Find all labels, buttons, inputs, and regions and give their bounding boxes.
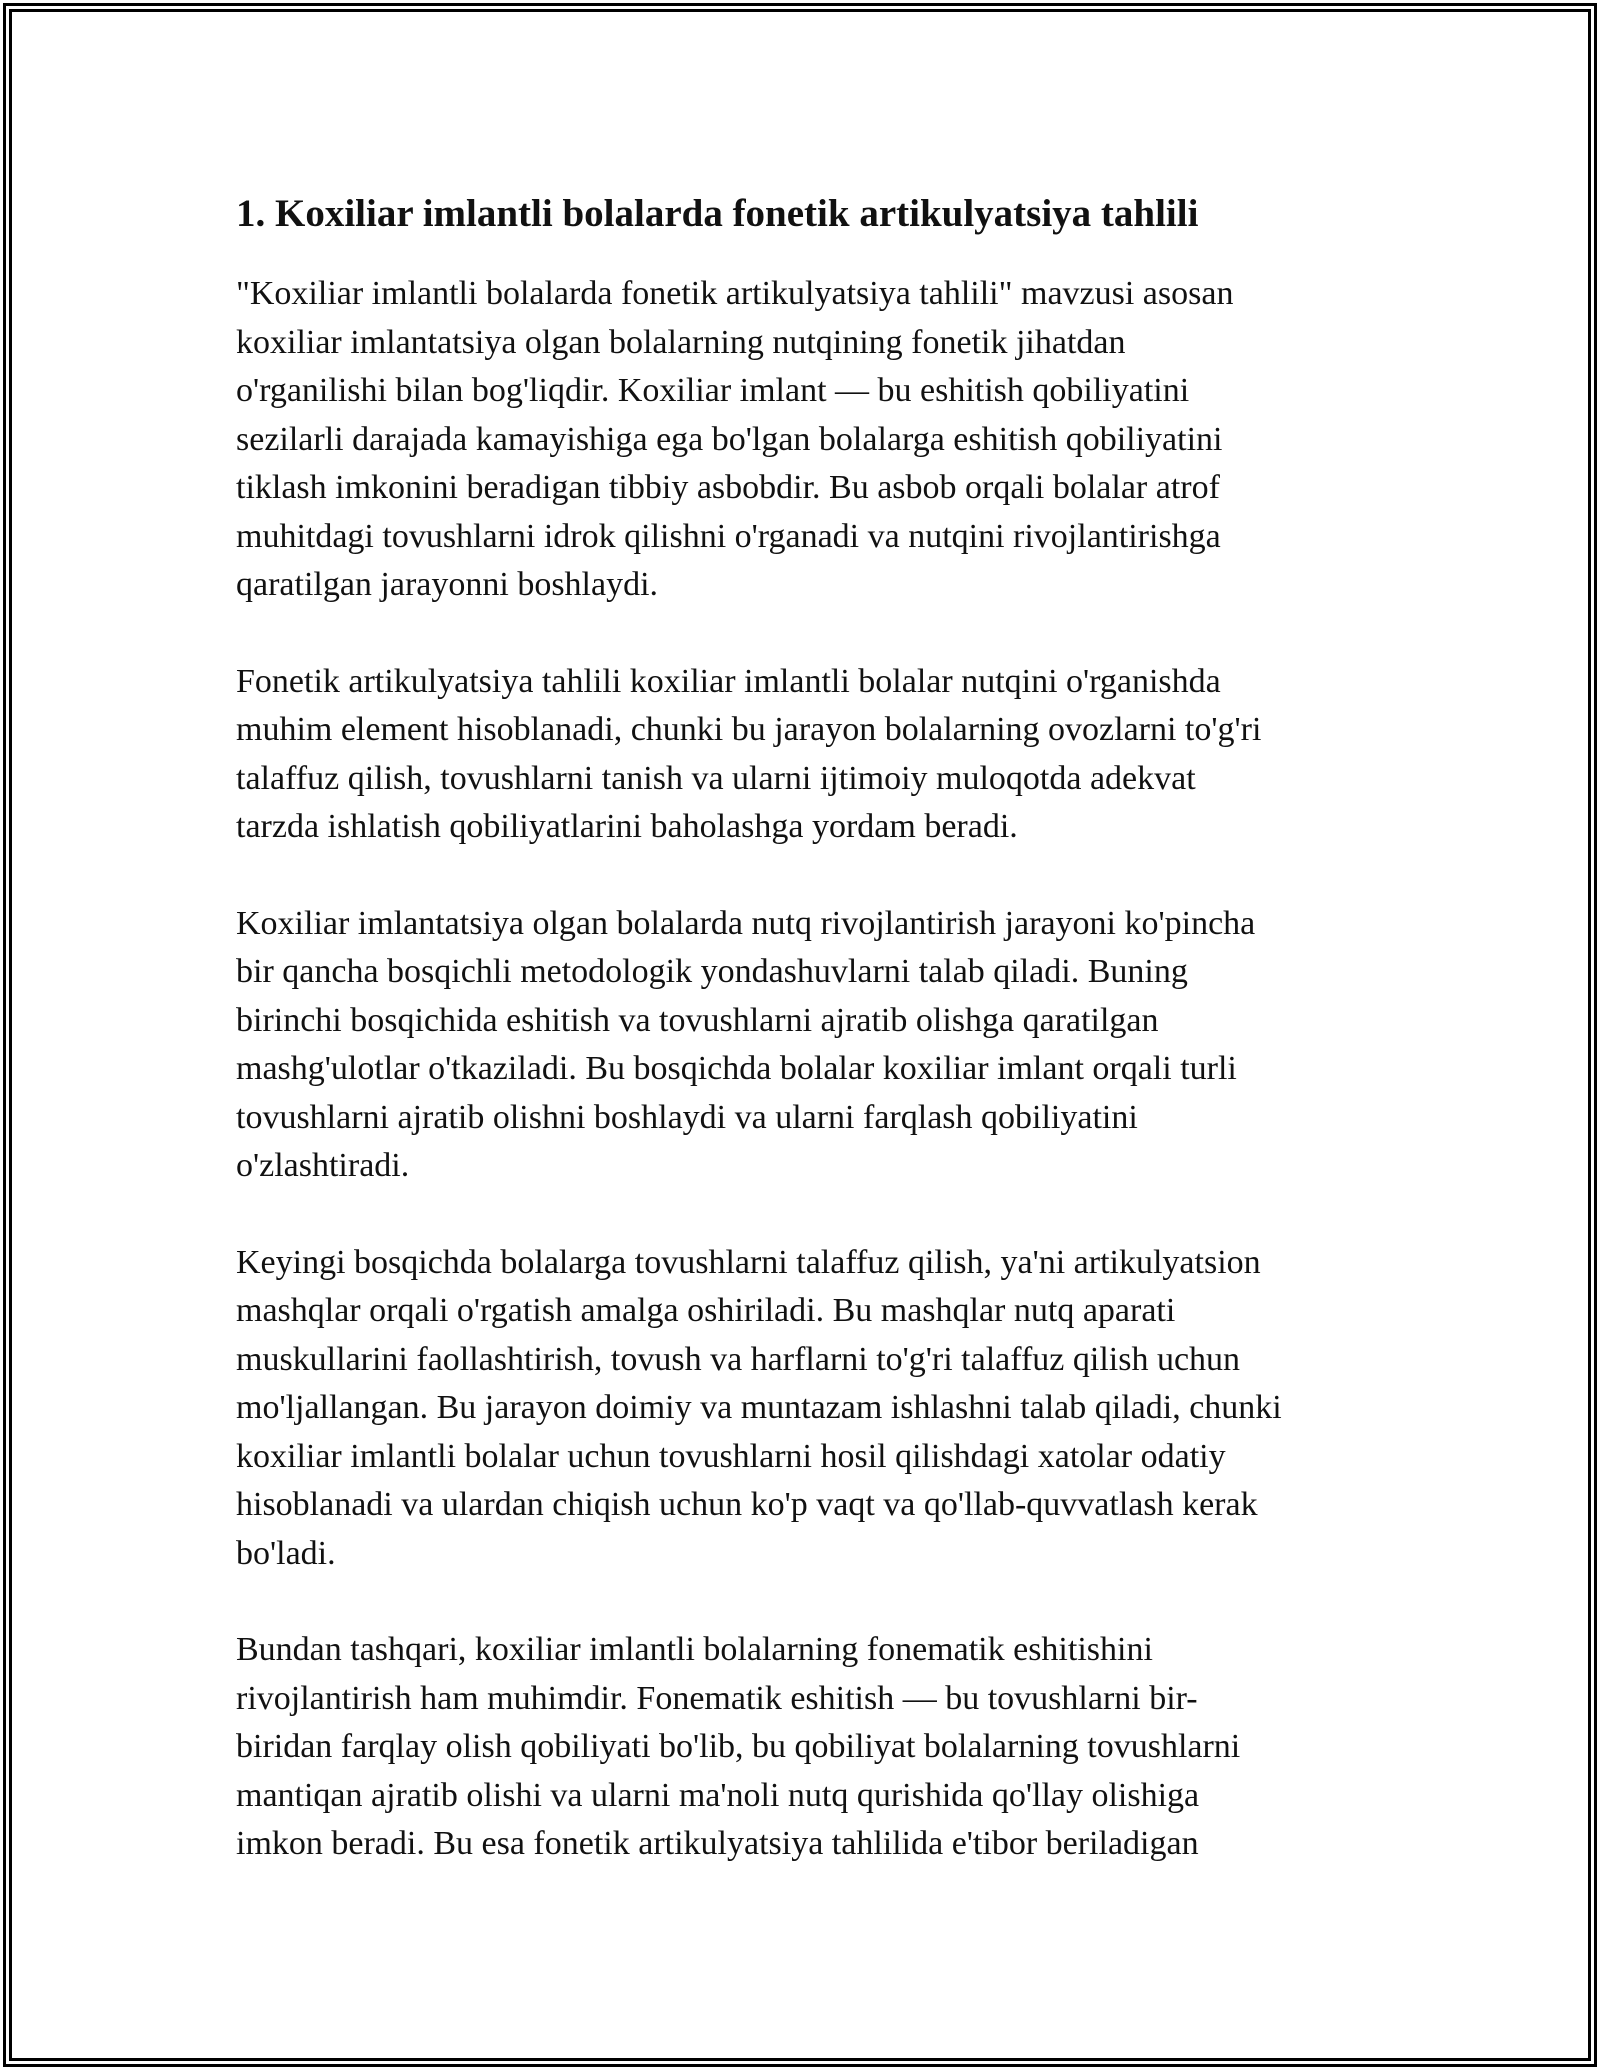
paragraph-fonematik-eshitish: Bundan tashqari, koxiliar imlantli bolalarning fonematik eshitishini rivojlantirish ham muhimdir. Fonematik eshitish — bu tovushlarni bir- biridan farqlay olish qobiliyati bo'lib, bu qobiliyat bolalarning tovushlarni mantiqan ajratib olishi va ularni ma'noli nutq qurishida qo'llay olishiga imkon beradi. Bu esa fonetik artikulyatsiya tahlilida e'tibor beriladigan: [236, 1631, 1241, 1862]
document-body: [236, 184, 1366, 1917]
paragraph-fonetik-tahlil: Fonetik artikulyatsiya tahlili koxiliar imlantli bolalar nutqini o'rganishda muhim element hisoblanadi, chunki bu jarayon bolalarning ovozlarni to'g'ri talaffuz qilish, tovushlarni tanish va ularni ijtimoiy muloqotda adekvat tarzda ishlatish qobiliyatlarini baholashga yordam beradi.: [236, 662, 1262, 845]
paragraph-intro: "Koxiliar imlantli bolalarda fonetik artikulyatsiya tahlili" mavzusi asosan koxiliar imlantatsiya olgan bolalarning nutqining fonetik jihatdan o'rganilishi bilan bog'liqdir. Koxiliar imlant — bu eshitish qobiliyatini sezilarli darajada kamayishiga ega bo'lgan bolalarga eshitish qobiliyatini tiklash imkonini beradigan tibbiy asbobdir. Bu asbob orqali bolalar atrof muhitdagi tovushlarni idrok qilishni o'rganadi va nutqini rivojlantirishga qaratilgan jarayonni boshlaydi.: [236, 275, 1234, 603]
paragraph-artikulyatsion-mashqlar: Keyingi bosqichda bolalarga tovushlarni talaffuz qilish, ya'ni artikulyatsion mashqlar orqali o'rgatish amalga oshiriladi. Bu mashqlar nutq aparati muskullarini faollashtirish, tovush va harflarni to'g'ri talaffuz qilish uchun mo'ljallangan. Bu jarayon doimiy va muntazam ishlashni talab qiladi, chunki koxiliar imlantli bolalar uchun tovushlarni hosil qilishdagi xatolar odatiy hisoblanadi va ulardan chiqish uchun ko'p vaqt va qo'llab-quvvatlash kerak bo'ladi.: [236, 1243, 1282, 1572]
paragraph-bosqichlar: Koxiliar imlantatsiya olgan bolalarda nutq rivojlantirish jarayoni ko'pincha bir qancha bosqichli metodologik yondashuvlarni talab qiladi. Buning birinchi bosqichida eshitish va tovushlarni ajratib olishga qaratilgan mashg'ulotlar o'tkaziladi. Bu bosqichda bolalar koxiliar imlant orqali turli tovushlarni ajratib olishni boshlaydi va ularni farqlash qobiliyatini o'zlashtiradi.: [236, 904, 1256, 1184]
section-heading: 1. Koxiliar imlantli bolalarda fonetik artikulyatsiya tahlili: [236, 192, 1199, 235]
